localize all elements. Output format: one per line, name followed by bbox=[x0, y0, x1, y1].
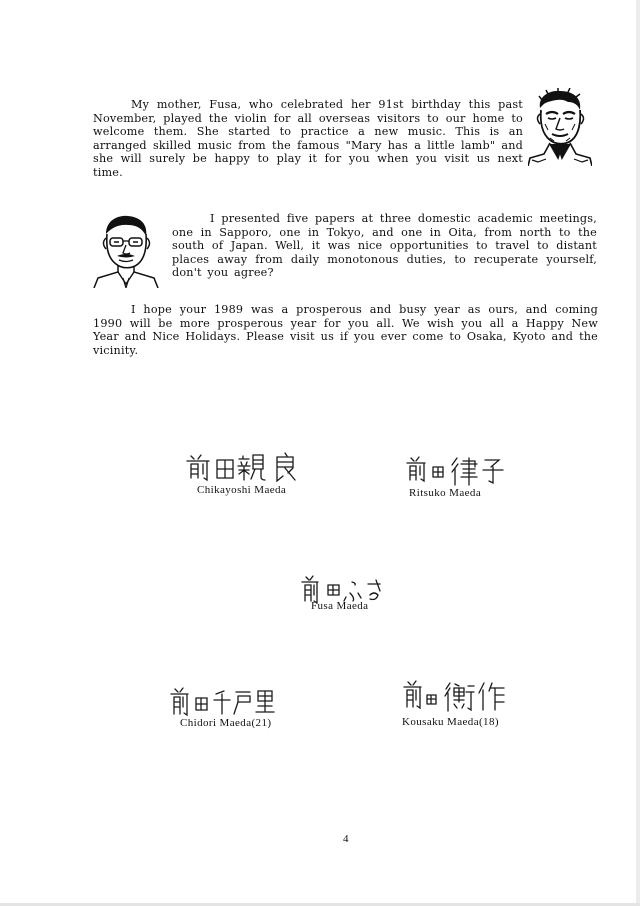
handwritten-signature-chikayoshi bbox=[185, 450, 315, 484]
signature-chikayoshi bbox=[185, 450, 335, 500]
page-number: 4 bbox=[343, 833, 349, 845]
handwritten-signature-chidori bbox=[168, 686, 288, 718]
signature-name-chidori: Chidori Maeda(21) bbox=[180, 717, 272, 729]
signature-name-kousaku: Kousaku Maeda(18) bbox=[402, 716, 499, 728]
signature-chidori bbox=[168, 686, 308, 732]
portrait-drawing-older-man bbox=[528, 88, 592, 166]
signature-name-chikayoshi: Chikayoshi Maeda bbox=[197, 484, 287, 496]
signature-name-fusa: Fusa Maeda bbox=[311, 600, 369, 612]
handwritten-signature-ritsuko bbox=[405, 455, 515, 487]
paragraph-fusa-birthday: My mother, Fusa, who celebrated her 91st birthday this past November, played the violin for all overseas visitors to our home to welcome them. She started to practice a new music. This is an arranged skilled music from the famous "Mary has a little lamb" and she will surely be happy to play it for you when you visit us next time. bbox=[93, 98, 523, 179]
paragraph-new-year-greeting: I hope your 1989 was a prosperous and busy year as ours, and coming 1990 will be more prosperous year for you all. We wish you all a Happy New Year and Nice Holidays. Please visit us if you ever come to Osaka, Kyoto and the vicinity. bbox=[93, 303, 598, 357]
signature-name-ritsuko: Ritsuko Maeda bbox=[409, 487, 482, 499]
handwritten-signature-kousaku bbox=[400, 680, 510, 714]
signature-fusa bbox=[298, 575, 408, 615]
page-edge-shadow bbox=[636, 0, 640, 906]
paragraph-academic-papers: I presented five papers at three domestic academic meetings, one in Sapporo, one in Tokyo, and one in Oita, from north to the south of Japan. Well, it was nice opportunities to travel to distant places away from daily monotonous duties, to recuperate yourself, don't you agree? bbox=[172, 212, 597, 279]
signature-ritsuko bbox=[405, 455, 535, 501]
signature-kousaku bbox=[400, 680, 540, 730]
portrait-drawing-man-glasses bbox=[92, 212, 160, 288]
